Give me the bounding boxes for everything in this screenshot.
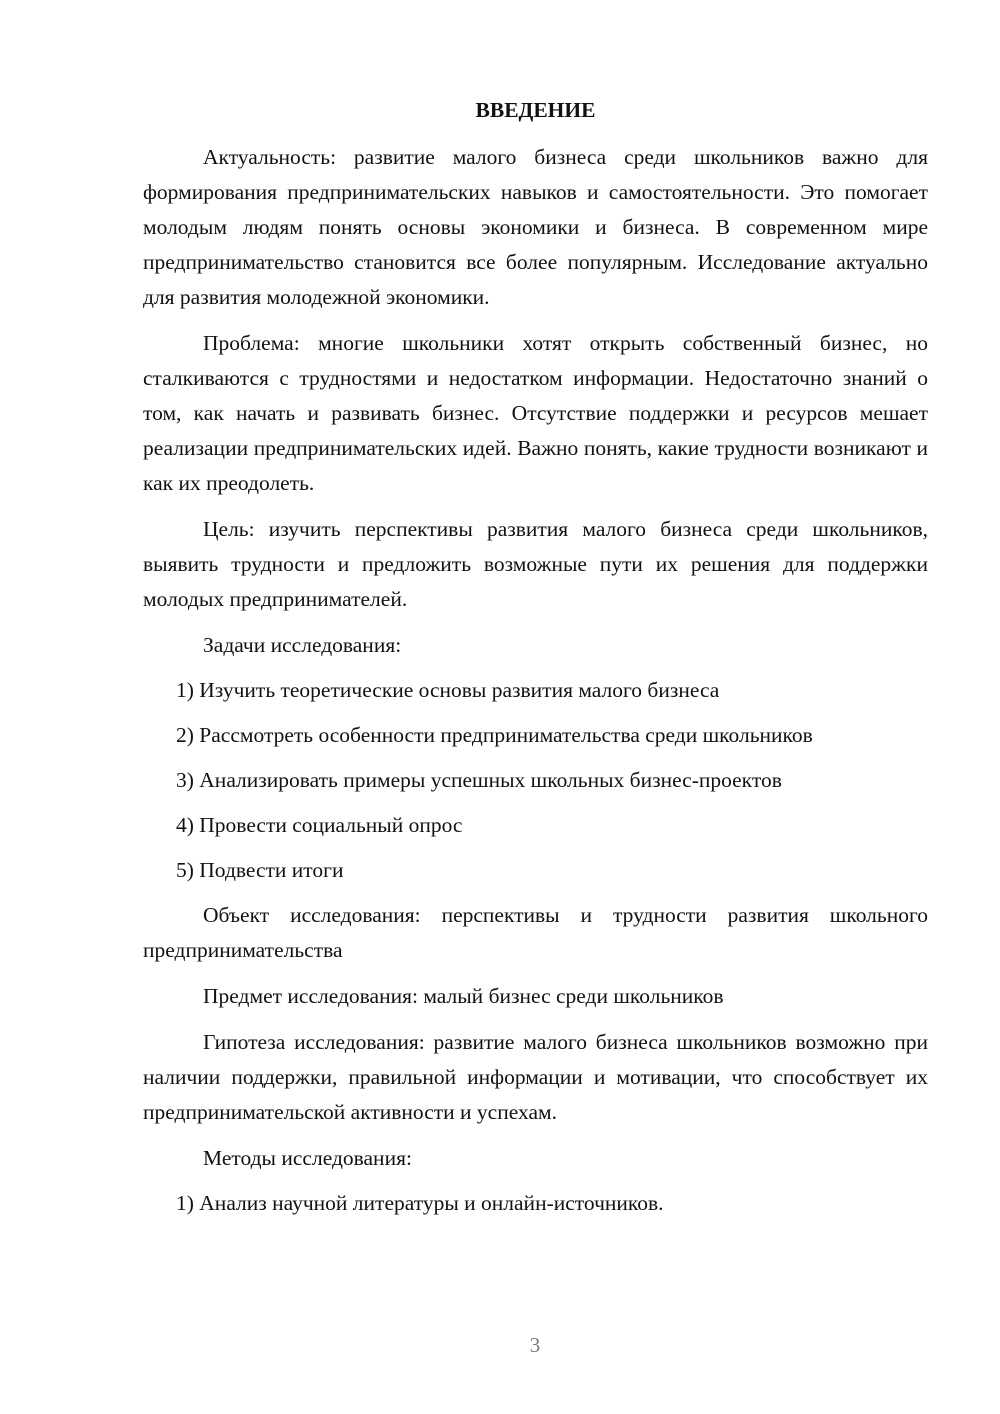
problem-paragraph: Проблема: многие школьники хотят открыть собственный бизнес, но сталкиваются с трудностями и недостатком информации. Недостаточно знаний о том, как начать и развивать бизнес. Отсутствие поддержки и ресурсов мешает реализации предпринимательских идей. Важно понять, какие трудности возникают и как их преодолеть. xyxy=(143,331,928,495)
page-title: ВВЕДЕНИЕ xyxy=(475,98,596,122)
goal-paragraph: Цель: изучить перспективы развития малого бизнеса среди школьников, выявить трудности и предложить возможные пути их решения для поддержки молодых предпринимателей. xyxy=(143,517,928,611)
page-number: 3 xyxy=(529,1333,541,1357)
methods-heading: Методы исследования: xyxy=(203,1146,412,1170)
tasks-heading: Задачи исследования: xyxy=(203,633,402,657)
document-page xyxy=(143,93,928,1231)
task-item-5: 5) Подвести итоги xyxy=(176,858,344,882)
subject-paragraph: Предмет исследования: малый бизнес среди школьников xyxy=(203,984,724,1008)
hypothesis-paragraph: Гипотеза исследования: развитие малого бизнеса школьников возможно при наличии поддержки, правильной информации и мотивации, что способствует их предпринимательской активности и успехам. xyxy=(143,1030,928,1124)
object-paragraph: Объект исследования: перспективы и трудности развития школьного предпринимательства xyxy=(143,903,928,962)
method-item-1: 1) Анализ научной литературы и онлайн-источников. xyxy=(176,1191,664,1215)
relevance-paragraph: Актуальность: развитие малого бизнеса среди школьников важно для формирования предпринимательских навыков и самостоятельности. Это помогает молодым людям понять основы экономики и бизнеса. В современном мире предпринимательство становится все более популярным. Исследование актуально для развития молодежной экономики. xyxy=(143,145,928,309)
task-item-1: 1) Изучить теоретические основы развития малого бизнеса xyxy=(176,678,720,702)
task-item-3: 3) Анализировать примеры успешных школьных бизнес-проектов xyxy=(176,768,782,792)
task-item-4: 4) Провести социальный опрос xyxy=(176,813,463,837)
task-item-2: 2) Рассмотреть особенности предпринимательства среди школьников xyxy=(176,723,813,747)
